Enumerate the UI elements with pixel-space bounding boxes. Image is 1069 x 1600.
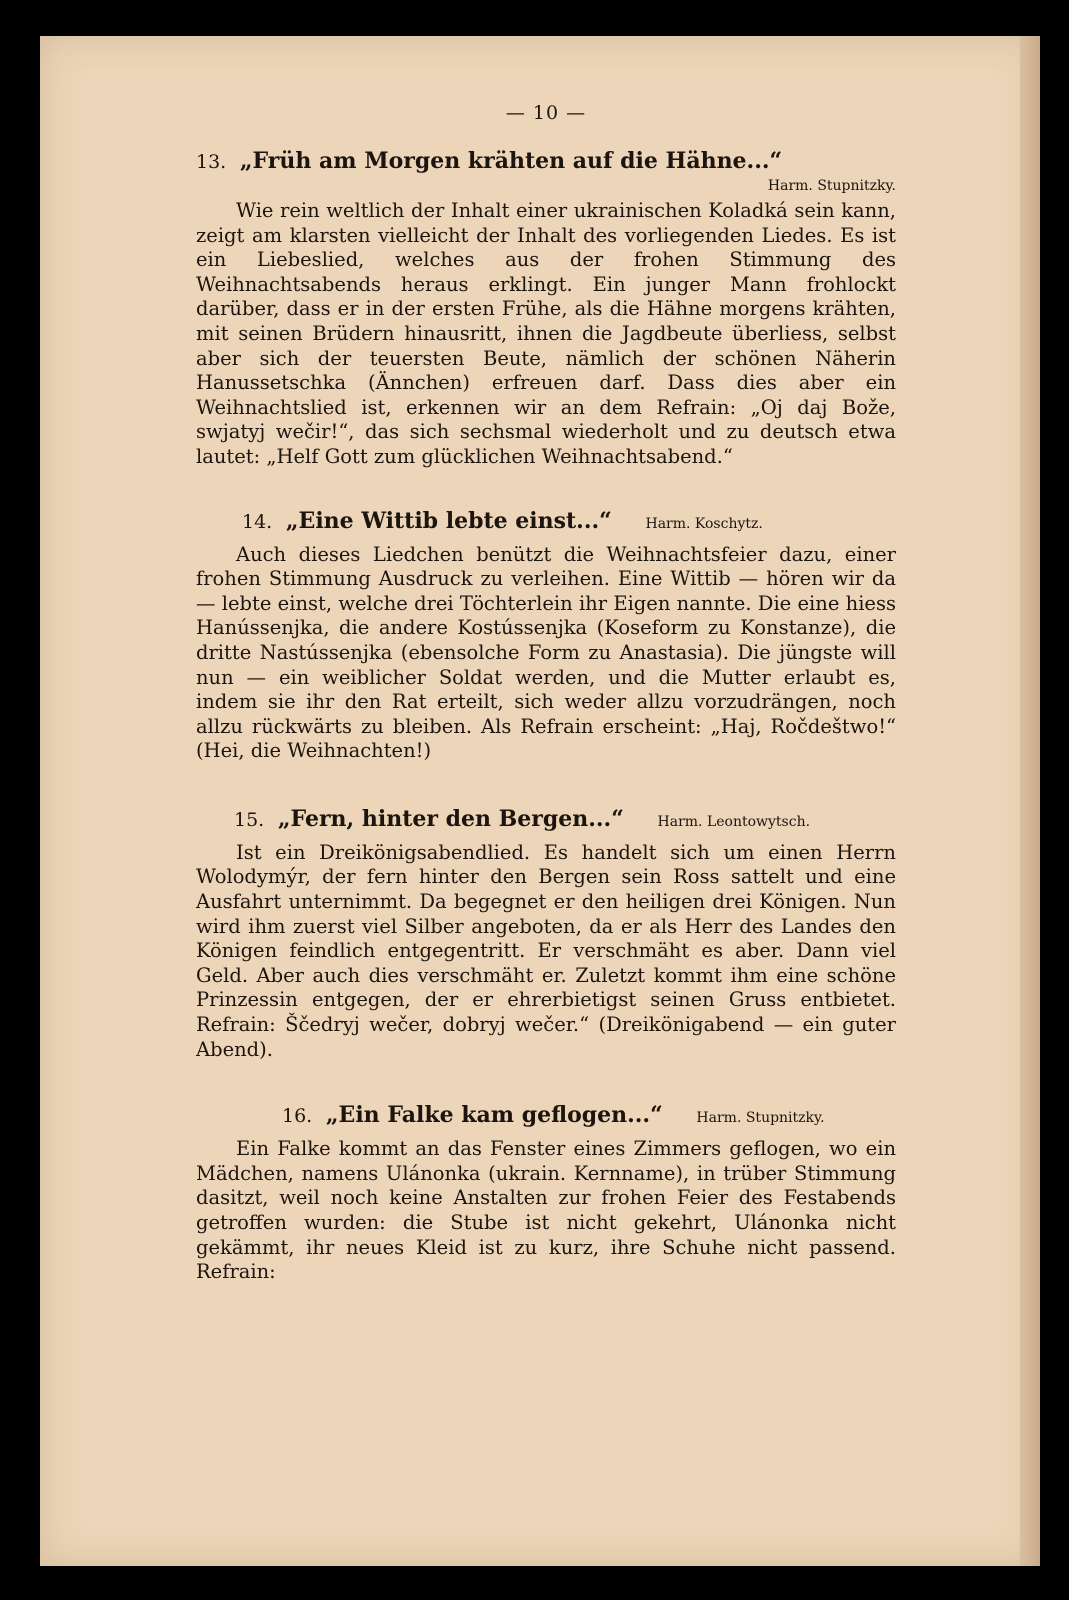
section-heading (196, 146, 896, 177)
section-title: „Früh am Morgen krähten auf die Hähne...“ (239, 148, 783, 174)
section-arranger: Harm. Koschytz. (645, 515, 763, 532)
section-13 (196, 146, 896, 470)
page-binding-edge (1020, 36, 1040, 1566)
section-text: Ist ein Dreikönigsabendlied. Es handelt sich um einen Herrn Wolodymýr, der fern hinter den Bergen sein Ross sattelt und eine Ausfahrt unternimmt. Da begegnet er den heiligen drei Königen. Nun wird ihm zuerst viel Silber angeboten, da er als Herr des Landes den Königen feindlich entgegentritt. Er verschmäht es aber. Dann viel Geld. Aber auch dies verschmäht er. Zuletzt kommt ihm eine schöne Prinzessin entgegen, der er ehrerbietigst seinen Gruss entbietet. Refrain: Ščedryj wečer, dobryj wečer.“ (Dreikönigabend — ein guter Abend). (196, 840, 896, 1061)
section-arranger: Harm. Leontowytsch. (657, 813, 811, 830)
section-16 (196, 1100, 896, 1285)
section-text: Auch dieses Liedchen benützt die Weihnachtsfeier dazu, einer frohen Stimmung Ausdruck zu verleihen. Eine Wittib — hören wir da — lebte einst, welche drei Töchterlein ihr Eigen nannte. Die eine hiess Hanússenjka, die andere Kostússenjka (Koseform zu Konstanze), die dritte Nastússenjka (ebensolche Form zu Anastasia). Die jüngste will nun — ein weiblicher Soldat werden, und die Mutter erlaubt es, indem sie ihr den Rat erteilt, sich weder allzu vorzudrängen, noch allzu rückwärts zu bleiben. Als Refrain erscheint: „Haj, Ročdeštwo!“ (Hei, die Weihnachten!) (196, 542, 896, 763)
section-arranger: Harm. Stupnitzky. (767, 178, 896, 194)
book-page (40, 36, 1040, 1566)
section-title: „Fern, hinter den Bergen...“ (277, 805, 624, 832)
section-number: 16. (282, 1105, 313, 1128)
section-number: 14. (242, 510, 273, 533)
section-number: 15. (234, 808, 265, 831)
section-heading (196, 804, 896, 837)
section-arranger: Harm. Stupnitzky. (696, 1110, 825, 1127)
section-text: Wie rein weltlich der Inhalt einer ukrainischen Koladká sein kann, zeigt am klarsten vielleicht der Inhalt des vorliegenden Liedes. Es ist ein Liebeslied, welches aus der frohen Stimmung des Weihnachtsabends heraus erklingt. Ein junger Mann frohlockt darüber, dass er in der ersten Frühe, als die Hähne morgens krähten, mit seinen Brüdern hinausritt, ihnen die Jagdbeute überliess, selbst aber sich der teuersten Beute, nämlich der schönen Näherin Hanussetschka (Ännchen) erfreuen darf. Dass dies aber ein Weihnachtslied ist, erkennen wir an dem Refrain: „Oj daj Bože, swjatyj wečir!“, das sich sechsmal wiederholt und zu deutsch etwa lautet: „Helf Gott zum glücklichen Weihnachtsabend.“ (196, 199, 896, 468)
section-heading (196, 506, 896, 539)
page-number: — 10 — (505, 102, 587, 124)
section-14 (196, 506, 896, 764)
section-text: Ein Falke kommt an das Fenster eines Zimmers geflogen, wo ein Mädchen, namens Ulánonka (ukrain. Kernname), in trüber Stimmung dasitzt, weil noch keine Anstalten zur frohen Feier des Festabends getroffen wurden: die Stube ist nicht gekehrt, Ulánonka nicht gekämmt, ihr neues Kleid ist zu kurz, ihre Schuhe nicht passend. Refrain: (196, 1137, 896, 1284)
section-heading (196, 1100, 896, 1133)
section-title: „Ein Falke kam geflogen...“ (325, 1102, 663, 1129)
section-number: 13. (196, 151, 227, 173)
section-15 (196, 804, 896, 1062)
page-content (196, 102, 896, 1285)
section-title: „Eine Wittib lebte einst...“ (285, 507, 612, 534)
